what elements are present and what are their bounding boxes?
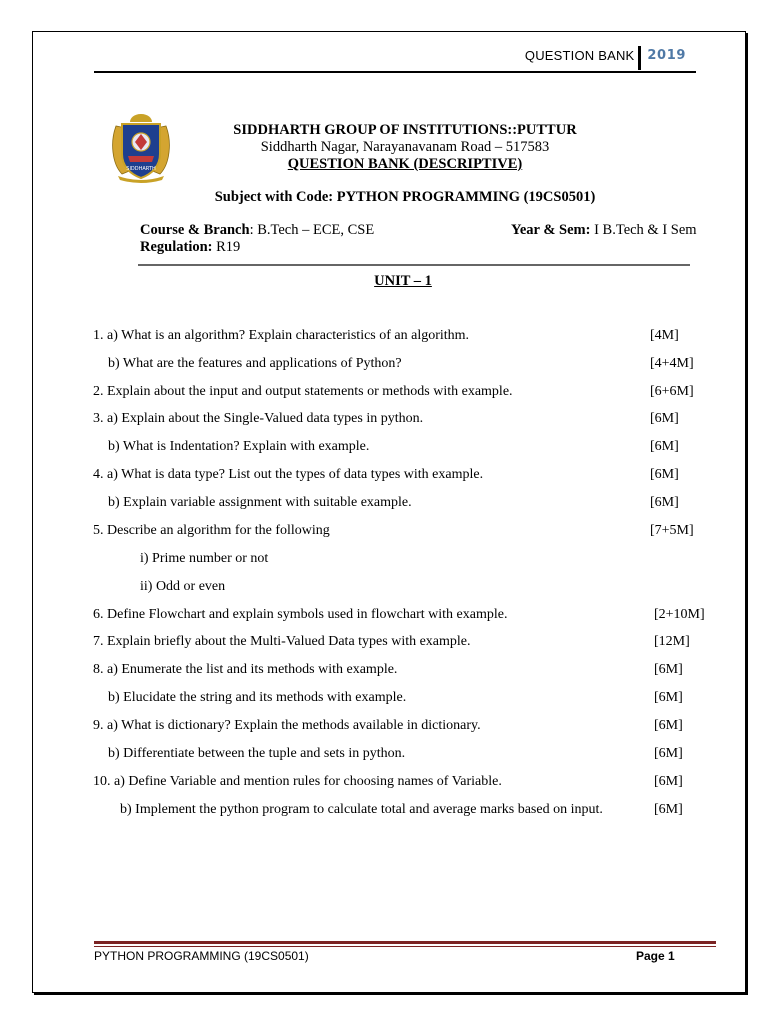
question-marks: [6+6M]	[650, 384, 694, 399]
question-text: b) Explain variable assignment with suitable example.	[108, 495, 412, 510]
year-sem	[511, 222, 697, 239]
logo-text: SIDDHARTH	[126, 166, 156, 172]
question-marks: [4+4M]	[650, 356, 694, 371]
question-marks: [6M]	[654, 774, 683, 789]
regulation	[140, 239, 240, 256]
question-text: ii) Odd or even	[140, 579, 226, 594]
course-value: : B.Tech – ECE, CSE	[249, 222, 375, 238]
year-label: Year & Sem:	[511, 222, 591, 238]
footer-rule	[94, 941, 716, 944]
unit-heading: UNIT – 1	[374, 273, 432, 289]
header-separator	[638, 46, 641, 70]
question-marks: [12M]	[654, 634, 690, 649]
footer-subject: PYTHON PROGRAMMING (19CS0501)	[94, 949, 309, 963]
institution-address: Siddharth Nagar, Narayanavanam Road – 517583	[260, 139, 550, 155]
question-text: 2. Explain about the input and output statements or methods with example.	[93, 384, 513, 399]
subject-line: Subject with Code: PYTHON PROGRAMMING (19CS0501)	[214, 189, 596, 205]
course-label: Course & Branch	[140, 222, 250, 238]
document-title: QUESTION BANK (DESCRIPTIVE)	[287, 156, 523, 172]
question-text: b) Elucidate the string and its methods with example.	[108, 690, 407, 705]
question-marks: [6M]	[650, 495, 679, 510]
header-rule	[94, 71, 696, 73]
question-marks: [6M]	[650, 439, 679, 454]
question-marks: [7+5M]	[650, 523, 694, 538]
question-text: 7. Explain briefly about the Multi-Valued Data types with example.	[93, 634, 471, 649]
question-text: 5. Describe an algorithm for the following	[93, 523, 330, 538]
regulation-value: R19	[212, 239, 241, 255]
question-marks: [6M]	[654, 662, 683, 677]
question-marks: [2+10M]	[654, 607, 705, 622]
institution-name: SIDDHARTH GROUP OF INSTITUTIONS::PUTTUR	[233, 122, 577, 138]
question-text: b) Implement the python program to calculate total and average marks based on input.	[120, 802, 603, 817]
question-text: 9. a) What is dictionary? Explain the methods available in dictionary.	[93, 718, 481, 733]
question-marks: [6M]	[650, 411, 679, 426]
question-marks: [6M]	[654, 746, 683, 761]
question-marks: [4M]	[650, 328, 679, 343]
header-year: 2019	[647, 48, 686, 63]
question-text: 10. a) Define Variable and mention rules for choosing names of Variable.	[93, 774, 502, 789]
question-text: 3. a) Explain about the Single-Valued data types in python.	[93, 411, 424, 426]
question-text: b) What are the features and applications of Python?	[108, 356, 402, 371]
question-marks: [6M]	[654, 718, 683, 733]
question-marks: [6M]	[654, 690, 683, 705]
question-marks: [6M]	[650, 467, 679, 482]
question-text: 8. a) Enumerate the list and its methods with example.	[93, 662, 398, 677]
header-title: QUESTION BANK	[524, 48, 635, 63]
page-header	[525, 46, 686, 70]
footer-page-number: Page 1	[636, 949, 675, 963]
meta-divider	[138, 264, 690, 266]
year-value: I B.Tech & I Sem	[590, 222, 697, 238]
question-text: i) Prime number or not	[140, 551, 269, 566]
question-text: b) Differentiate between the tuple and sets in python.	[108, 746, 406, 761]
footer-rule-thin	[94, 946, 716, 947]
question-marks: [6M]	[654, 802, 683, 817]
question-text: 6. Define Flowchart and explain symbols used in flowchart with example.	[93, 607, 508, 622]
question-text: 4. a) What is data type? List out the types of data types with example.	[93, 467, 484, 482]
question-text: b) What is Indentation? Explain with example.	[108, 439, 370, 454]
regulation-label: Regulation:	[140, 239, 213, 255]
question-text: 1. a) What is an algorithm? Explain characteristics of an algorithm.	[93, 328, 470, 343]
course-branch	[140, 222, 374, 239]
